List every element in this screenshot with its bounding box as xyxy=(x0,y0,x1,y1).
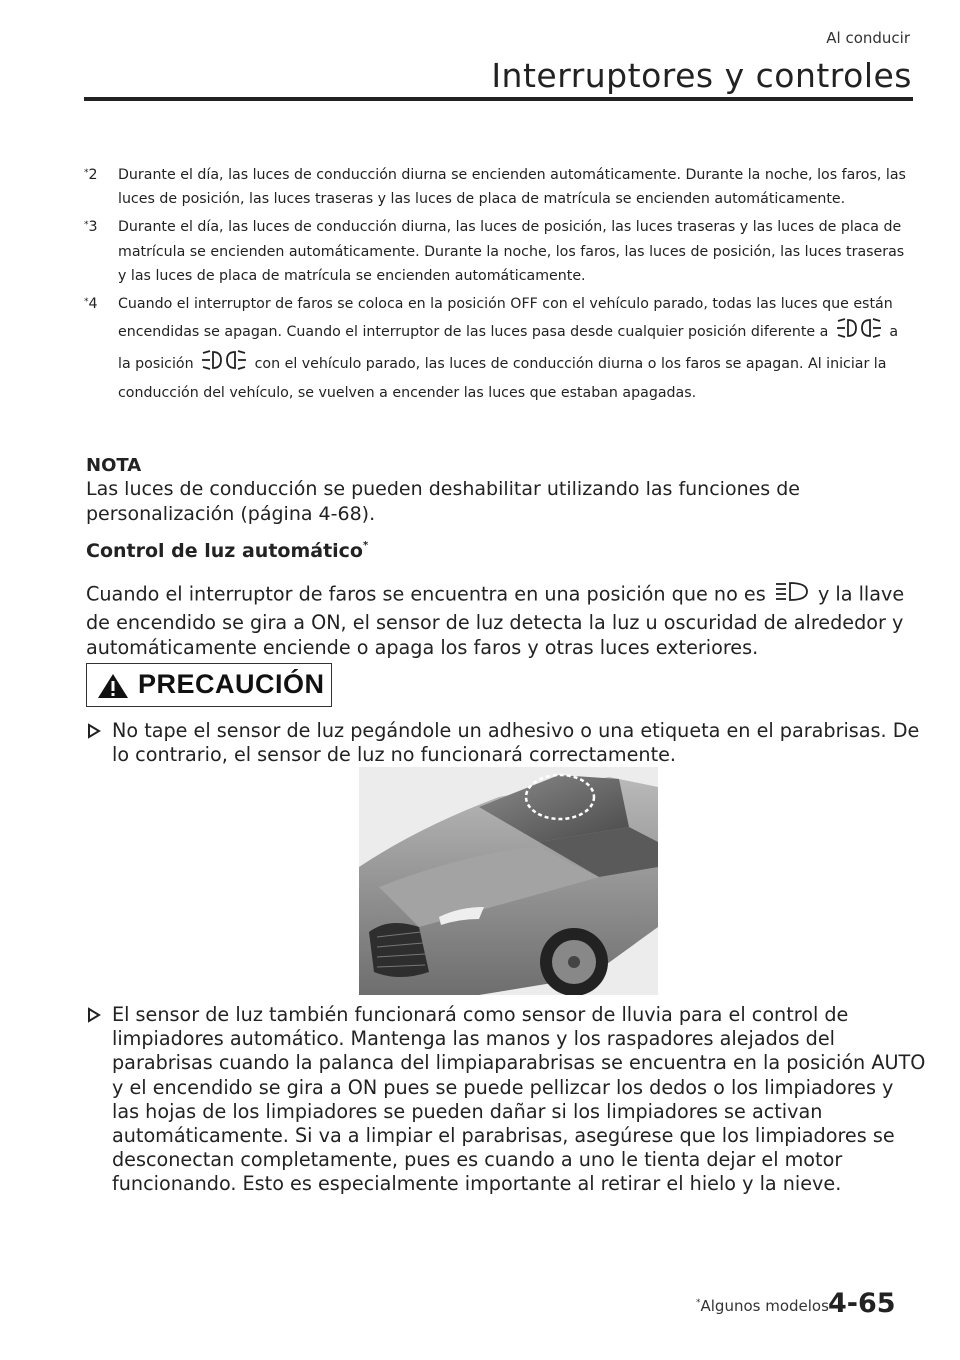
section-body xyxy=(86,580,926,660)
footnote-text-c: con el vehículo parado, las luces de conducción diurna o los faros se apagan. Al iniciar la conducción del vehículo, se vuelven a encender las luces que estaban apagadas. xyxy=(118,356,887,401)
list-item xyxy=(86,719,926,767)
nota-heading: NOTA xyxy=(86,455,142,476)
section-heading-text: Control de luz automático xyxy=(86,540,363,562)
footnote-3: *3 Durante el día, las luces de conducción diurna, las luces de posición, las luces traseras y las luces de placa de matrícula se encienden automáticamente. Durante la noche, los faros, las luces de posición, las luces traseras y las luces de placa de matrícula se encienden automáticamente. xyxy=(84,219,905,284)
position-lights-icon xyxy=(836,316,882,348)
caution-label: PRECAUCIÓN xyxy=(138,669,325,699)
page-title: Interruptores y controles xyxy=(491,56,912,95)
footnote-text: Durante el día, las luces de conducción diurna se encienden automáticamente. Durante la noche, los faros, las luces de posición, las luces traseras y las luces de placa de matrícula se encienden automáticamente. xyxy=(118,167,906,208)
position-lights-icon xyxy=(201,348,247,380)
footnote-number: 2 xyxy=(88,167,98,183)
footer-note-star: * xyxy=(696,1298,701,1308)
bullet-text: El sensor de luz también funcionará como sensor de lluvia para el control de limpiadores automático. Mantenga las manos y los raspadores alejados del parabrisas cuando la palanca del limpiaparabrisas se encuentra en la posición AUTO y el encendido se gira a ON pues se puede pellizcar los dedos o los limpiadores y las hojas de los limpiadores se pueden dañar si los limpiadores se activan automáticamente. Si va a limpiar el parabrisas, asegúrese que los limpiadores se desconectan completamente, pues es cuando a uno le tienta dejar el motor funcionando. Esto es especialmente importante al retirar el hielo y la nieve. xyxy=(112,1003,926,1196)
footer-note-text: Algunos modelos xyxy=(700,1297,829,1315)
footnote-number: 4 xyxy=(88,296,98,313)
headlight-icon xyxy=(775,580,809,610)
arrow-bullet-icon xyxy=(86,1003,104,1033)
footnotes xyxy=(84,163,914,405)
caution-box xyxy=(86,663,332,707)
footnote-4: *4 Cuando el interruptor de faros se coloca en la posición OFF con el vehículo parado, todas las luces que están encendidas se apagan. Cuando el interruptor de las luces pasa desde cualquier posición diferente a a la posición con el vehículo parado, las luces de conducción diurna o los faros se apagan. Al iniciar la conducción del vehículo, se vuelven a encender las luces que estaban apagadas. xyxy=(84,296,899,401)
page-number: 4-65 xyxy=(828,1288,896,1319)
arrow-bullet-icon xyxy=(86,719,104,749)
header-section: Al conducir xyxy=(826,29,910,47)
footnote-2: *2 Durante el día, las luces de conducción diurna se encienden automáticamente. Durante la noche, los faros, las luces de posición, las luces traseras y las luces de placa de matrícula se encienden automáticamente. xyxy=(84,167,906,208)
warning-triangle-icon xyxy=(97,673,129,703)
nota-body: Las luces de conducción se pueden deshabilitar utilizando las funciones de personalización (página 4-68). xyxy=(86,478,800,525)
footnote-text-a: Cuando el interruptor de faros se coloca en la posición OFF con el vehículo parado, todas las luces que están encendidas se apagan. Cuando el interruptor de las luces pasa desde cualquier posición diferente a xyxy=(118,296,893,341)
section-heading xyxy=(86,540,368,562)
footer-note xyxy=(696,1297,829,1315)
footnote-number: 3 xyxy=(88,219,98,236)
section-body-b: y la llave de encendido se gira a ON, el sensor de luz detecta la luz u oscuridad de alrededor y automáticamente enciende o apaga los faros y otras luces exteriores. xyxy=(86,582,905,659)
list-item xyxy=(86,1003,926,1197)
section-body-a: Cuando el interruptor de faros se encuentra en una posición que no es xyxy=(86,582,766,606)
car-windshield-sensor-photo xyxy=(359,767,658,995)
bullet-text: No tape el sensor de luz pegándole un adhesivo o una etiqueta en el parabrisas. De lo contrario, el sensor de luz no funcionará correctamente. xyxy=(112,719,920,767)
section-heading-star: * xyxy=(362,539,369,551)
footnote-text: Durante el día, las luces de conducción diurna, las luces de posición, las luces traseras y las luces de placa de matrícula se encienden automáticamente. Durante la noche, los faros, las luces de posición, las luces traseras y las luces de placa de matrícula se encienden automáticamente. xyxy=(118,219,905,284)
footnote-text-b: a la posición xyxy=(118,324,899,373)
header-rule xyxy=(84,97,913,101)
